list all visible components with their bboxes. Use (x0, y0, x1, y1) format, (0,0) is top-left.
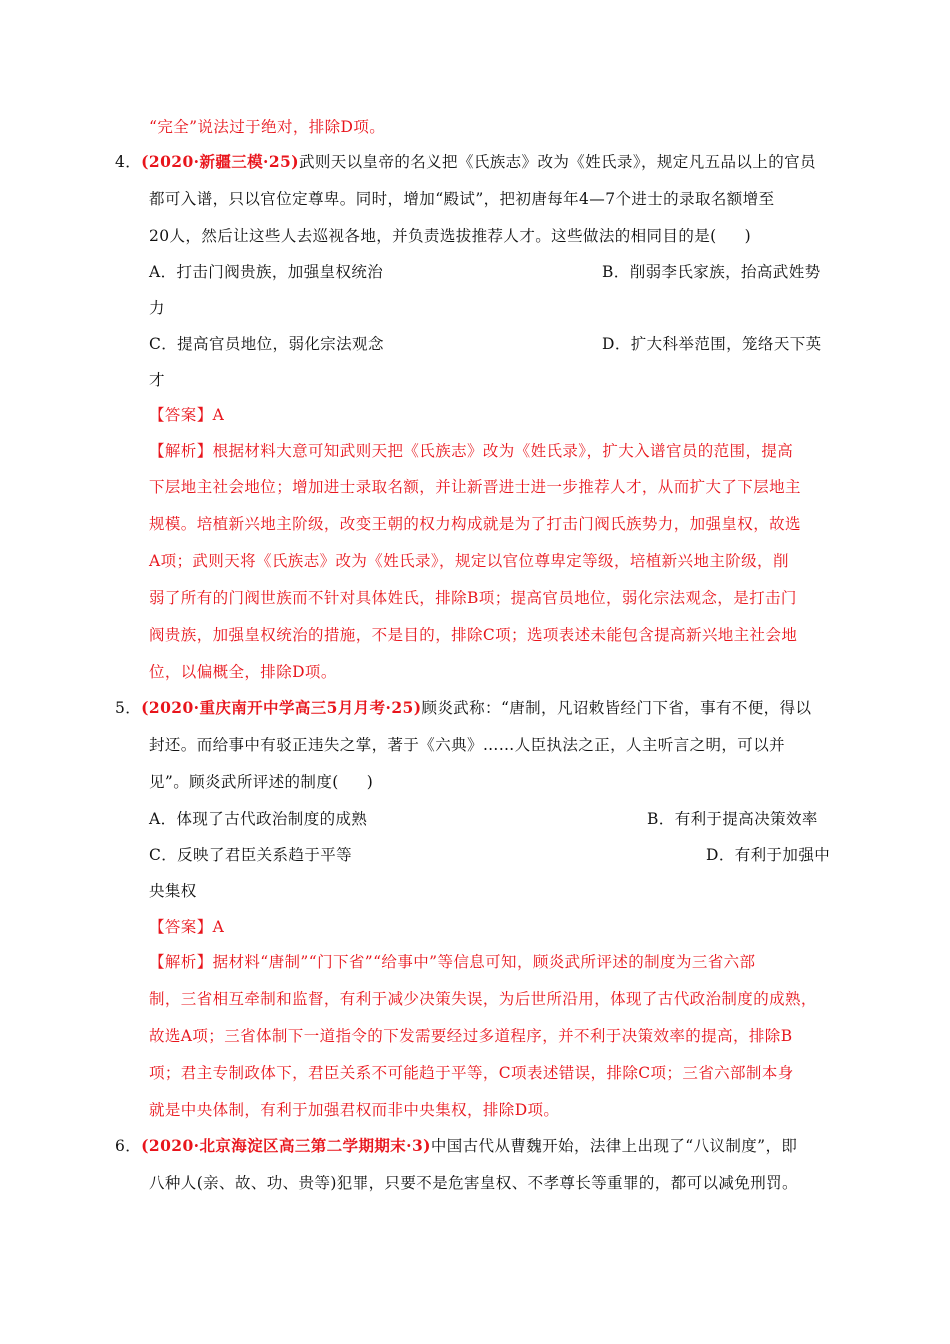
q5-answer: 【答案】A (149, 918, 225, 936)
q4-answer: 【答案】A (149, 406, 225, 424)
q5-number: 5． (115, 699, 142, 717)
q4-option-d-wrap: 才 (149, 371, 165, 389)
q5-option-d-wrap: 央集权 (149, 882, 197, 900)
q5-analysis-line-1: 【解析】据材料“唐制”“门下省”“给事中”等信息可知，顾炎武所评述的制度为三省六部 (149, 953, 756, 971)
q4-option-b-wrap: 力 (149, 299, 165, 317)
q4-number: 4． (115, 153, 142, 171)
q5-stem-line-3: 见”。顾炎武所评述的制度( ) (149, 773, 374, 791)
q4-stem-line-2: 都可入谱，只以官位定尊卑。同时，增加“殿试”，把初唐每年4—7个进士的录取名额增至 (149, 190, 775, 208)
q5-option-d: D．有利于加强中 (706, 846, 831, 864)
q5-option-c: C．反映了君臣关系趋于平等 (149, 846, 353, 864)
q6-stem-line-2: 八种人(亲、故、功、贵等)犯罪，只要不是危害皇权、不孝尊长等重罪的，都可以减免刑罚。 (149, 1174, 798, 1192)
q5-analysis-line-3: 故选A项；三省体制下一道指令的下发需要经过多道程序，并不利于决策效率的提高，排除B (149, 1027, 793, 1045)
q5-analysis-line-4: 项；君主专制政体下，君臣关系不可能趋于平等，C项表述错误，排除C项；三省六部制本身 (149, 1064, 794, 1082)
q4-option-d: D．扩大科举范围，笼络天下英 (602, 335, 822, 353)
q6-source: (2020·北京海淀区高三第二学期期末·3) (141, 1136, 431, 1155)
q5-stem-line-2: 封还。而给事中有驳正违失之掌，著于《六典》……人臣执法之正，人主听言之明，可以并 (149, 736, 786, 754)
q6-number: 6． (115, 1137, 142, 1155)
q5-analysis-line-5: 就是中央体制，有利于加强君权而非中央集权，排除D项。 (149, 1101, 560, 1119)
q5-source: (2020·重庆南开中学高三5月月考·25) (141, 698, 422, 717)
q4-analysis-line-3: 规模。培植新兴地主阶级，改变王朝的权力构成就是为了打击门阀氏族势力，加强皇权，故选 (149, 515, 801, 533)
q6-stem-line-1: 6．(2020·北京海淀区高三第二学期期末·3)中国古代从曹魏开始，法律上出现了“八议制度”，即 (115, 1136, 798, 1155)
q5-option-b: B．有利于提高决策效率 (647, 810, 818, 828)
q4-option-c: C．提高官员地位，弱化宗法观念 (149, 335, 384, 353)
q4-stem-line-3: 20人，然后让这些人去巡视各地，并负责选拔推荐人才。这些做法的相同目的是( ) (149, 227, 752, 245)
q4-source: (2020·新疆三模·25) (141, 152, 299, 171)
q4-analysis-line-4: A项；武则天将《氏族志》改为《姓氏录》，规定以官位尊卑定等级，培植新兴地主阶级，削 (149, 552, 789, 570)
q5-analysis-label: 【解析】 (149, 953, 213, 971)
q4-analysis-line-7: 位，以偏概全，排除D项。 (149, 663, 337, 681)
q4-analysis-line-6: 阀贵族，加强皇权统治的措施，不是目的，排除C项；选项表述未能包含提高新兴地主社会地 (149, 626, 798, 644)
q4-option-b: B．削弱李氏家族，抬高武姓势 (602, 263, 821, 281)
q4-stem-line-1: 4．(2020·新疆三模·25)武则天以皇帝的名义把《氏族志》改为《姓氏录》，规定凡五品以上的官员 (115, 152, 816, 171)
q4-analysis-label: 【解析】 (149, 442, 213, 460)
q5-analysis-line-2: 制，三省相互牵制和监督，有利于减少决策失误，为后世所沿用，体现了古代政治制度的成熟， (149, 990, 817, 1008)
q5-stem-line-1: 5．(2020·重庆南开中学高三5月月考·25)顾炎武称：“唐制，凡诏敕皆经门下省，事有不便，得以 (115, 698, 812, 717)
q4-analysis-line-5: 弱了所有的门阀世族而不针对具体姓氏，排除B项；提高官员地位，弱化宗法观念，是打击门 (149, 589, 797, 607)
q4-analysis-line-1: 【解析】根据材料大意可知武则天把《氏族志》改为《姓氏录》，扩大入谱官员的范围，提高 (149, 442, 794, 460)
prev-analysis-tail: “完全”说法过于绝对，排除D项。 (149, 118, 386, 136)
q4-analysis-line-2: 下层地主社会地位；增加进士录取名额，并让新晋进士进一步推荐人才，从而扩大了下层地主 (149, 478, 801, 496)
q4-option-a: A．打击门阀贵族，加强皇权统治 (149, 263, 384, 281)
q5-option-a: A．体现了古代政治制度的成熟 (149, 810, 368, 828)
